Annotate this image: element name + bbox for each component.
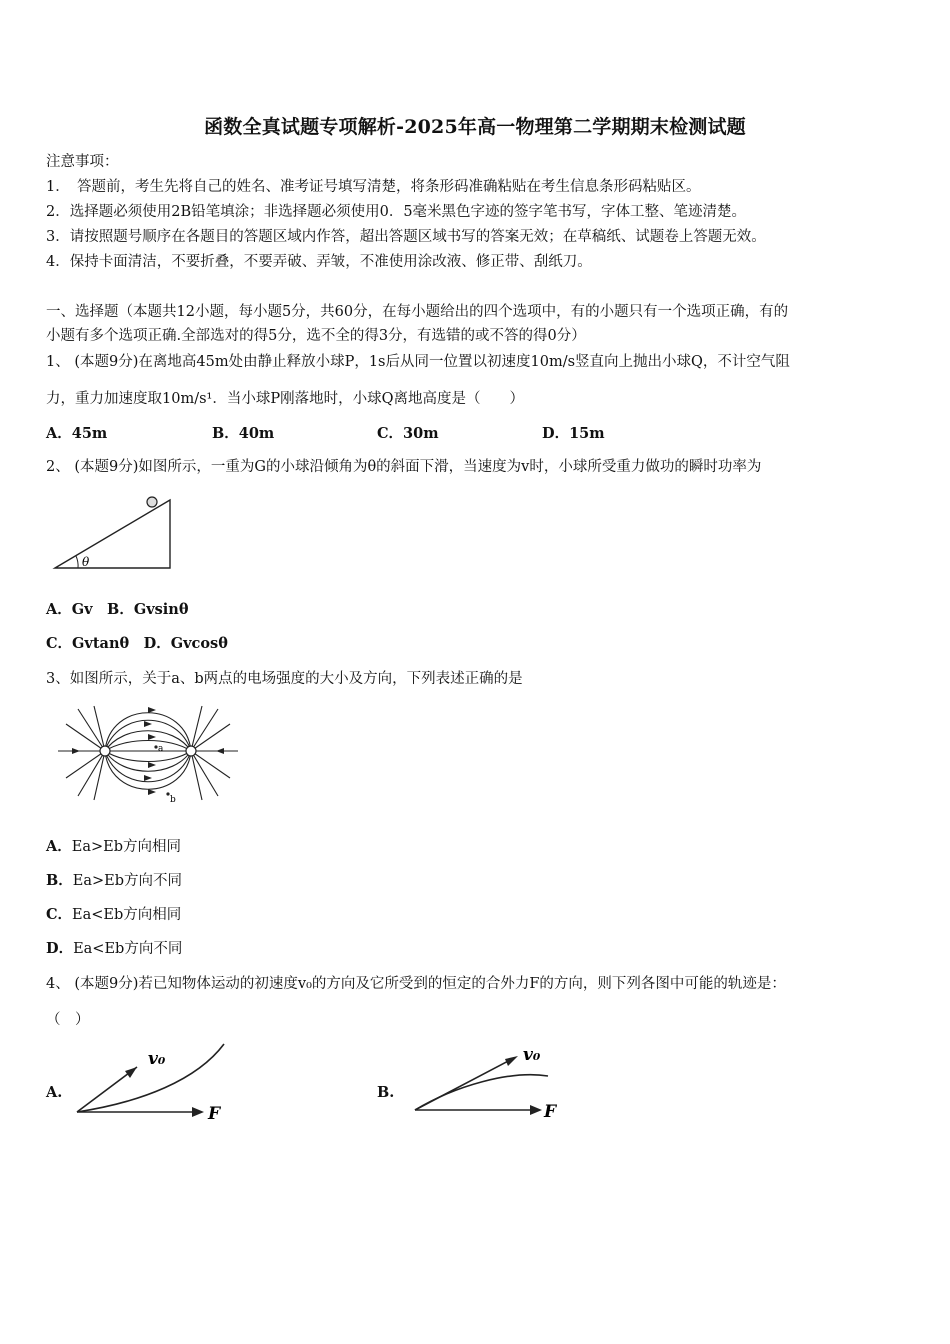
q4-option-b-figure <box>410 1040 570 1125</box>
electric-field-figure <box>48 704 248 804</box>
section-heading: 一、选择题（本题共12小题，每小题5分，共60分，在每小题给出的四个选项中，有的小题只有一个选项正确，有的 <box>46 304 789 320</box>
q3-option-text: Ea<Eb方向相同 <box>72 907 182 923</box>
q1-option-a: A．45m <box>46 425 108 442</box>
notice-item: 4．保持卡面清洁，不要折叠，不要弄破、弄皱，不准使用涂改液、修正带、刮纸刀。 <box>46 254 592 270</box>
q2-options-ab: A．Gv B．Gvsinθ <box>46 601 189 618</box>
f-label: F <box>208 1104 221 1124</box>
question-4-text-cont: （ ） <box>46 1012 90 1028</box>
q3-option-b <box>46 871 182 891</box>
question-2-text: 2、 (本题9分)如图所示，一重为G的小球沿倾角为θ的斜面下滑，当速度为v时，小球所受重力做功的瞬时功率为 <box>46 459 762 475</box>
q3-option-letter: A． <box>46 838 72 855</box>
q3-option-text: Ea>Eb方向相同 <box>71 839 182 855</box>
q3-option-letter: D． <box>46 940 74 957</box>
q1-option-b: B．40m <box>212 425 275 442</box>
q1-option-d: D．15m <box>542 425 605 442</box>
notice-item: 2．选择题必须使用2B铅笔填涂；非选择题必须使用0．5毫米黑色字迹的签字笔书写，字体工整、笔迹清楚。 <box>46 204 747 220</box>
v0-label: v₀ <box>148 1049 166 1069</box>
question-4-text: 4、 (本题9分)若已知物体运动的初速度v₀的方向及它所受到的恒定的合外力F的方向，则下列各图中可能的轨迹是： <box>46 976 786 992</box>
question-3-text: 3、如图所示，关于a、b两点的电场强度的大小及方向，下列表述正确的是 <box>46 671 523 687</box>
point-b-label: b <box>170 795 176 805</box>
q3-option-letter: C． <box>46 906 73 923</box>
notice-item: 1． 答题前，考生先将自己的姓名、准考证号填写清楚，将条形码准确粘贴在考生信息条形码粘贴区。 <box>46 179 701 195</box>
question-1-text: 1、 (本题9分)在离地高45m处由静止释放小球P，1s后从同一位置以初速度10m/s竖直向上抛出小球Q，不计空气阻 <box>46 354 790 370</box>
q3-option-a <box>46 837 181 857</box>
incline-figure <box>50 494 180 574</box>
q3-option-letter: B． <box>46 872 73 889</box>
question-1-text-cont: 力，重力加速度取10m/s¹．当小球P刚落地时，小球Q离地高度是（ ） <box>46 391 524 407</box>
section-heading-cont: 小题有多个选项正确.全部选对的得5分，选不全的得3分，有选错的或不答的得0分） <box>46 328 586 344</box>
q2-options-cd: C．Gvtanθ D．Gvcosθ <box>46 635 228 652</box>
f-label: F <box>544 1102 557 1122</box>
q3-option-text: Ea<Eb方向不同 <box>73 941 183 957</box>
q4-option-b-letter: B. <box>377 1084 395 1101</box>
point-a-label: a <box>158 744 164 754</box>
v0-label: v₀ <box>523 1045 541 1065</box>
q3-option-c <box>46 905 181 925</box>
page-title: 函数全真试题专项解析-2025年高一物理第二学期期末检测试题 <box>204 116 746 138</box>
q4-option-a-figure <box>72 1040 232 1125</box>
q3-option-d <box>46 939 182 959</box>
notice-item: 3．请按照题号顺序在各题目的答题区域内作答，超出答题区域书写的答案无效；在草稿纸、试题卷上答题无效。 <box>46 229 766 245</box>
notice-heading: 注意事项： <box>46 154 119 170</box>
q3-option-text: Ea>Eb方向不同 <box>72 873 183 889</box>
theta-label: θ <box>82 555 90 569</box>
q4-option-a-letter: A. <box>46 1084 63 1101</box>
q1-option-c: C．30m <box>377 425 439 442</box>
